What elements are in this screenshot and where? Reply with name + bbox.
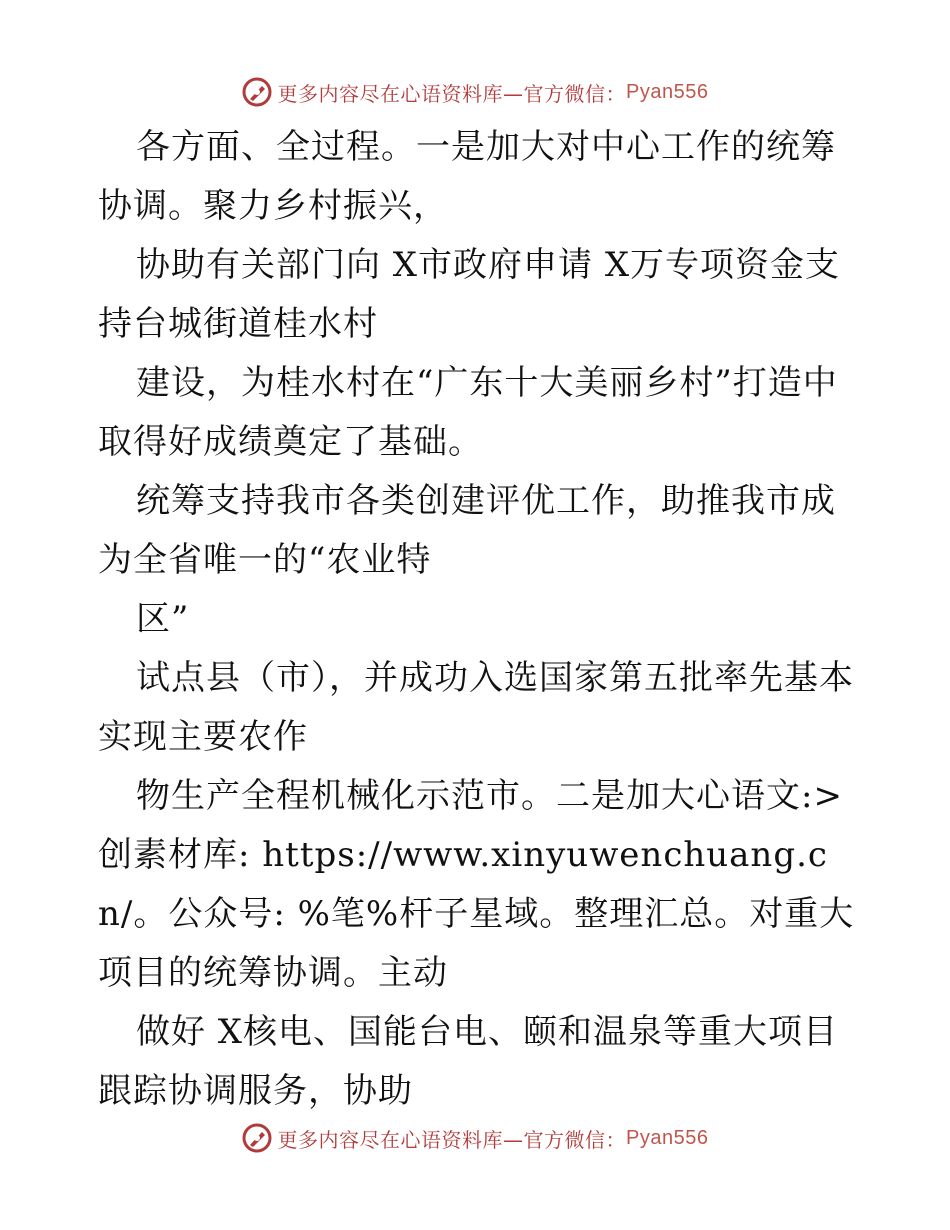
header-banner: [0, 72, 950, 112]
paragraph-3: 建设，为桂水村在“广东十大美丽乡村”打造中取得好成绩奠定了基础。: [98, 363, 838, 462]
paragraph-5: 区”: [136, 599, 190, 639]
paragraph-6: 试点县（市），并成功入选国家第五批率先基本实现主要农作: [98, 658, 854, 757]
paragraph-1: 各方面、全过程。一是加大对中心工作的统筹协调。聚力乡村振兴，: [98, 127, 836, 226]
footer-banner: [0, 1118, 950, 1158]
footer-wechat-id: Pyan556: [626, 1126, 709, 1149]
header-wechat-id: Pyan556: [626, 80, 709, 103]
footer-banner-text: 更多内容尽在心语资料库—官方微信：: [277, 1127, 627, 1152]
pen-logo-icon: [242, 77, 272, 107]
paragraph-4: 统筹支持我市各类创建评优工作，助推我市成为全省唯一的“农业特: [98, 481, 836, 580]
paragraph-8: 做好 X核电、国能台电、颐和温泉等重大项目跟踪协调服务，协助: [98, 1012, 839, 1111]
document-body: [98, 118, 858, 1121]
pen-logo-icon: [242, 1123, 272, 1153]
paragraph-7: 物生产全程机械化示范市。二是加大心语文:>创素材库: https://www.xinyuwenchuang.cn/。公众号: %笔%杆子星域。整理汇总。对重大项目的统筹协调。主动: [98, 776, 855, 993]
header-banner-text: 更多内容尽在心语资料库—官方微信：: [277, 81, 627, 106]
paragraph-2: 协助有关部门向 X市政府申请 X万专项资金支持台城街道桂水村: [98, 245, 841, 344]
